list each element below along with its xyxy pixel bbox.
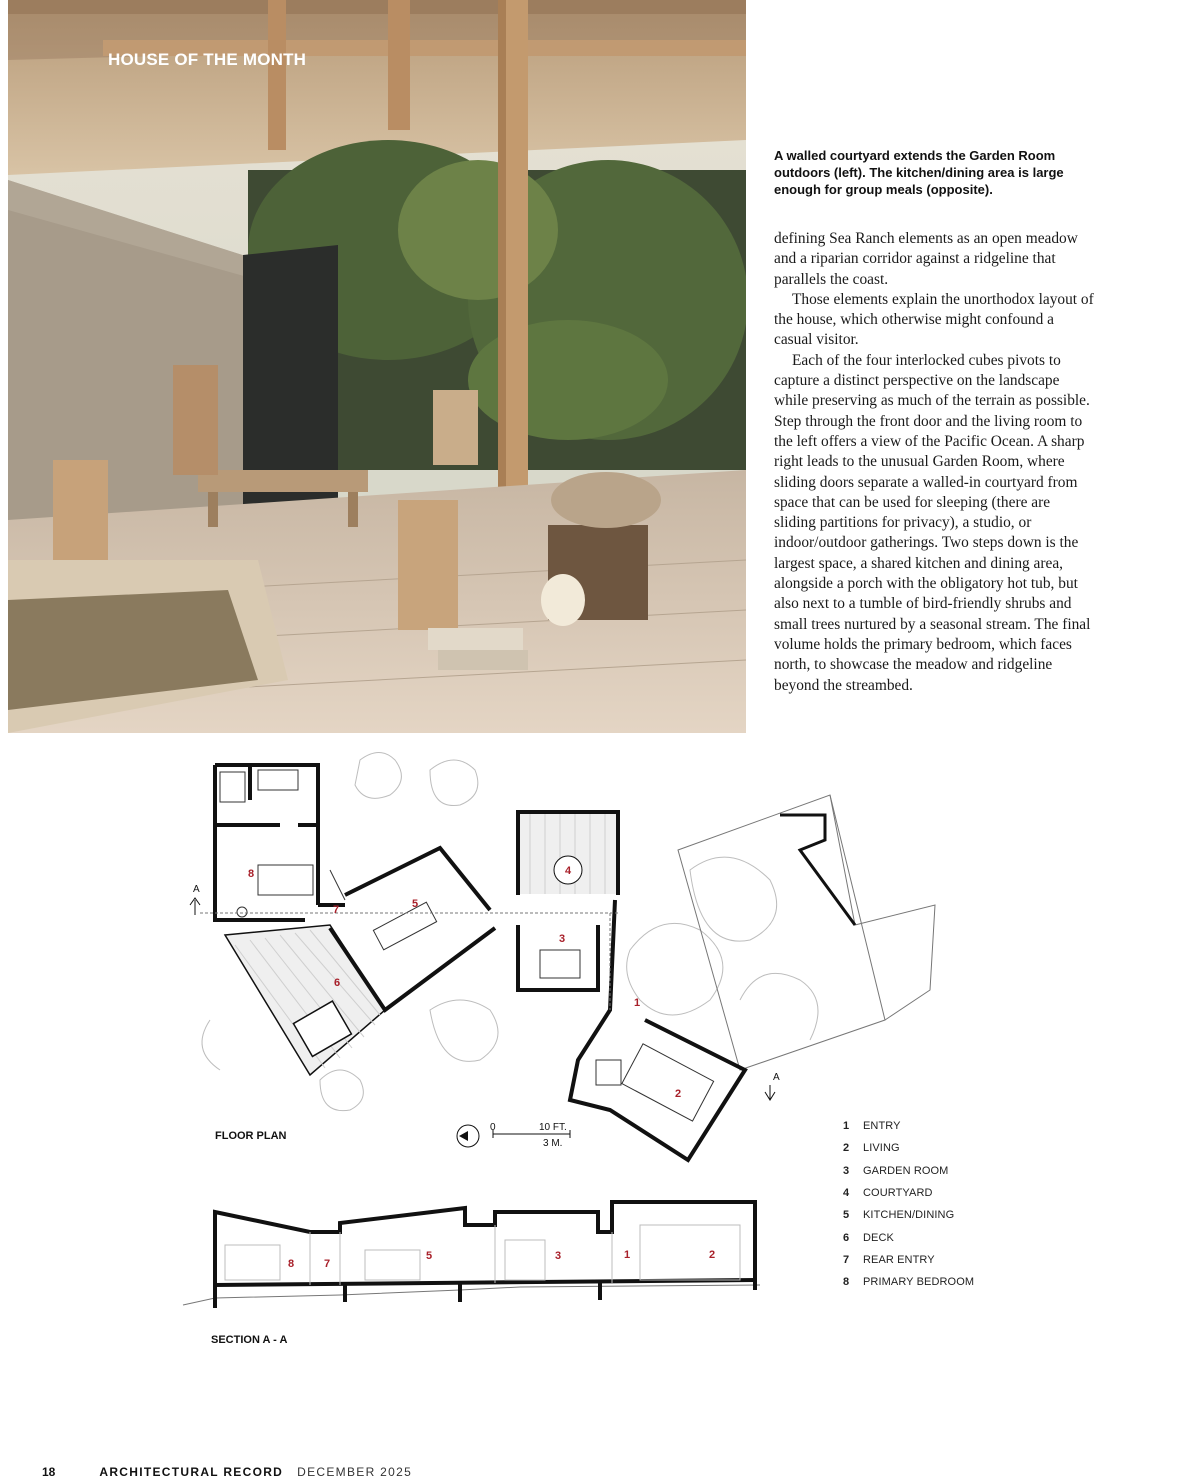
legend-number: 5 (843, 1209, 850, 1222)
plan-room-6: 6 (333, 977, 341, 989)
legend-item (843, 1182, 974, 1204)
plan-room-8: 8 (247, 868, 255, 880)
section-room-3: 3 (554, 1250, 562, 1262)
legend-item (843, 1115, 974, 1137)
plan-room-3: 3 (558, 933, 566, 945)
plan-room-5: 5 (411, 898, 419, 910)
courtyard-4 (520, 814, 616, 894)
legend-label: PRIMARY BEDROOM (863, 1276, 975, 1289)
section-room-8: 8 (287, 1258, 295, 1270)
legend-item (843, 1204, 974, 1226)
scale-m: 3 M. (543, 1138, 563, 1149)
plan-room-1: 1 (633, 997, 641, 1009)
legend-number: 1 (843, 1120, 850, 1133)
scale-zero: 0 (490, 1122, 496, 1133)
legend-label: COURTYARD (863, 1187, 933, 1200)
plan-room-4: 4 (564, 865, 572, 877)
legend-item (843, 1137, 974, 1159)
legend-label: ENTRY (863, 1120, 901, 1133)
section-marker-right (765, 1072, 780, 1100)
legend-item (843, 1249, 974, 1271)
section-room-2: 2 (708, 1249, 716, 1261)
page-number: 18 (42, 1465, 56, 1479)
page-footer (42, 1465, 412, 1479)
legend-number: 8 (843, 1276, 850, 1289)
legend-item (843, 1160, 974, 1182)
section-tag: HOUSE OF THE MONTH (108, 50, 307, 69)
legend-item (843, 1226, 974, 1248)
section-title: SECTION A - A (211, 1334, 288, 1346)
legend-label: KITCHEN/DINING (863, 1209, 955, 1222)
north-arrow-icon (457, 1125, 479, 1147)
section-marker-label-left: A (193, 884, 200, 895)
body-paragraph: Those elements explain the unorthodox layout of the house, which otherwise might confound a casual visitor. (774, 290, 1094, 349)
section-room-1: 1 (623, 1249, 631, 1261)
plan-room-2: 2 (674, 1088, 682, 1100)
section-marker-label-right: A (773, 1072, 780, 1083)
courtyard-photo-illustration (8, 0, 746, 733)
legend-number: 7 (843, 1253, 850, 1266)
floor-plan-title: FLOOR PLAN (215, 1130, 287, 1142)
publication-name: ARCHITECTURAL RECORD (99, 1465, 284, 1479)
courtyard-photo (8, 0, 746, 733)
section-drawing (183, 1202, 760, 1308)
legend-label: REAR ENTRY (863, 1253, 935, 1266)
section-room-7: 7 (323, 1258, 331, 1270)
section-room-5: 5 (425, 1250, 433, 1262)
legend-number: 4 (843, 1187, 850, 1200)
photo-caption (774, 147, 1094, 198)
legend-label: GARDEN ROOM (863, 1164, 949, 1177)
deck-6 (225, 925, 385, 1075)
body-paragraph: defining Sea Ranch elements as an open meadow and a riparian corridor against a ridgeline that parallels the coast. (774, 230, 1078, 288)
plan-room-7: 7 (332, 904, 340, 916)
legend-label: DECK (863, 1231, 894, 1244)
section-marker-left (190, 884, 200, 915)
issue-date: DECEMBER 2025 (297, 1465, 413, 1479)
body-paragraph: Each of the four interlocked cubes pivots to capture a distinct perspective on the landscape while preserving as much of the terrain as possible. Step through the front door and the living room to the left offers a view of the Pacific Ocean. A sharp right leads to the unusual Garden Room, where sliding doors separate a walled-in courtyard from space that can be used for sleeping (there are sliding partitions for privacy), a studio, or indoor/outdoor gatherings. Two steps down is the largest space, a shared kitchen and dining area, alongside a porch with the obligatory hot tub, but also next to a tumble of bird-friendly shrubs and small trees nurtured by a seasonal stream. The final volume holds the primary bedroom, which faces north, to showcase the meadow and ridgeline beyond the streambed. (774, 351, 1091, 694)
legend-item (843, 1271, 974, 1293)
legend-number: 2 (843, 1142, 850, 1155)
architectural-drawings (0, 740, 1200, 1380)
legend-label: LIVING (863, 1142, 900, 1155)
room-legend (843, 1115, 974, 1293)
legend-number: 3 (843, 1164, 850, 1177)
legend-number: 6 (843, 1231, 850, 1244)
scale-ft: 10 FT. (539, 1122, 567, 1133)
caption-text: A walled courtyard extends the Garden Room outdoors (left). The kitchen/dining area is large enough for group meals (opposite). (774, 148, 1064, 197)
article-body (774, 229, 1094, 696)
scale-bar (490, 1122, 570, 1149)
